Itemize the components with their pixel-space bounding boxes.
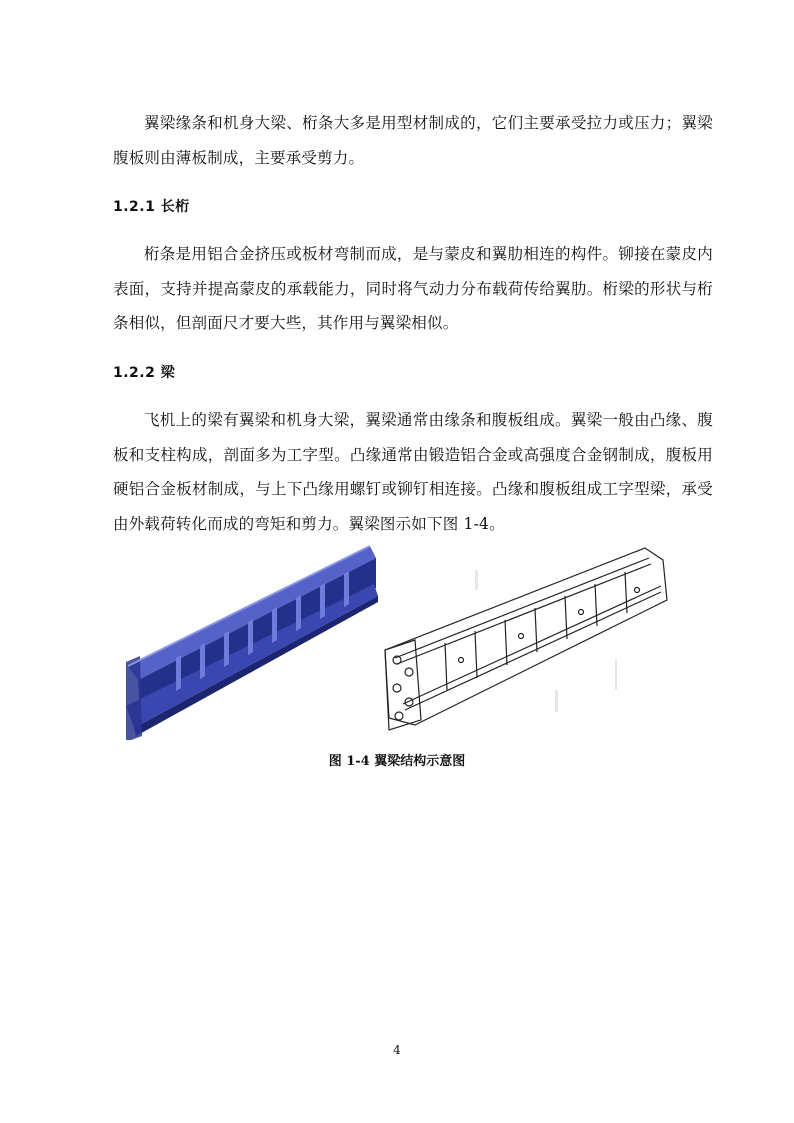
paragraph-intro: 翼梁缘条和机身大梁、桁条大多是用型材制成的，它们主要承受拉力或压力；翼梁腹板则由薄板制成，主要承受剪力。 — [113, 114, 713, 167]
figure-caption: 图 1-4 翼梁结构示意图 — [328, 754, 466, 769]
page-number: 4 — [393, 1043, 401, 1057]
paragraph-beam: 飞机上的梁有翼梁和机身大梁，翼梁通常由缘条和腹板组成。翼梁一般由凸缘、腹板和支柱构成，剖面多为工字型。凸缘通常由锻造铝合金或高强度合金钢制成，腹板用硬铝合金板材制成，与上下凸缘用螺钉或铆钉相连接。凸缘和腹板组成工字型梁，承受由外载荷转化而成的弯矩和剪力。翼梁图示如下图 1-4。 — [113, 411, 713, 533]
heading-1-2-2: 1.2.2 梁 — [113, 365, 176, 381]
wing-spar-drawing — [375, 540, 675, 740]
heading-1-2-1: 1.2.1 长桁 — [113, 199, 190, 215]
paragraph-stringer: 桁条是用铝合金挤压或板材弯制而成，是与蒙皮和翼肋相连的构件。铆接在蒙皮内表面，支持并提高蒙皮的承载能力，同时将气动力分布载荷传给翼肋。桁梁的形状与桁条相似，但剖面尺才要大些，其作用与翼梁相似。 — [113, 245, 713, 332]
i-beam-image — [120, 538, 380, 740]
